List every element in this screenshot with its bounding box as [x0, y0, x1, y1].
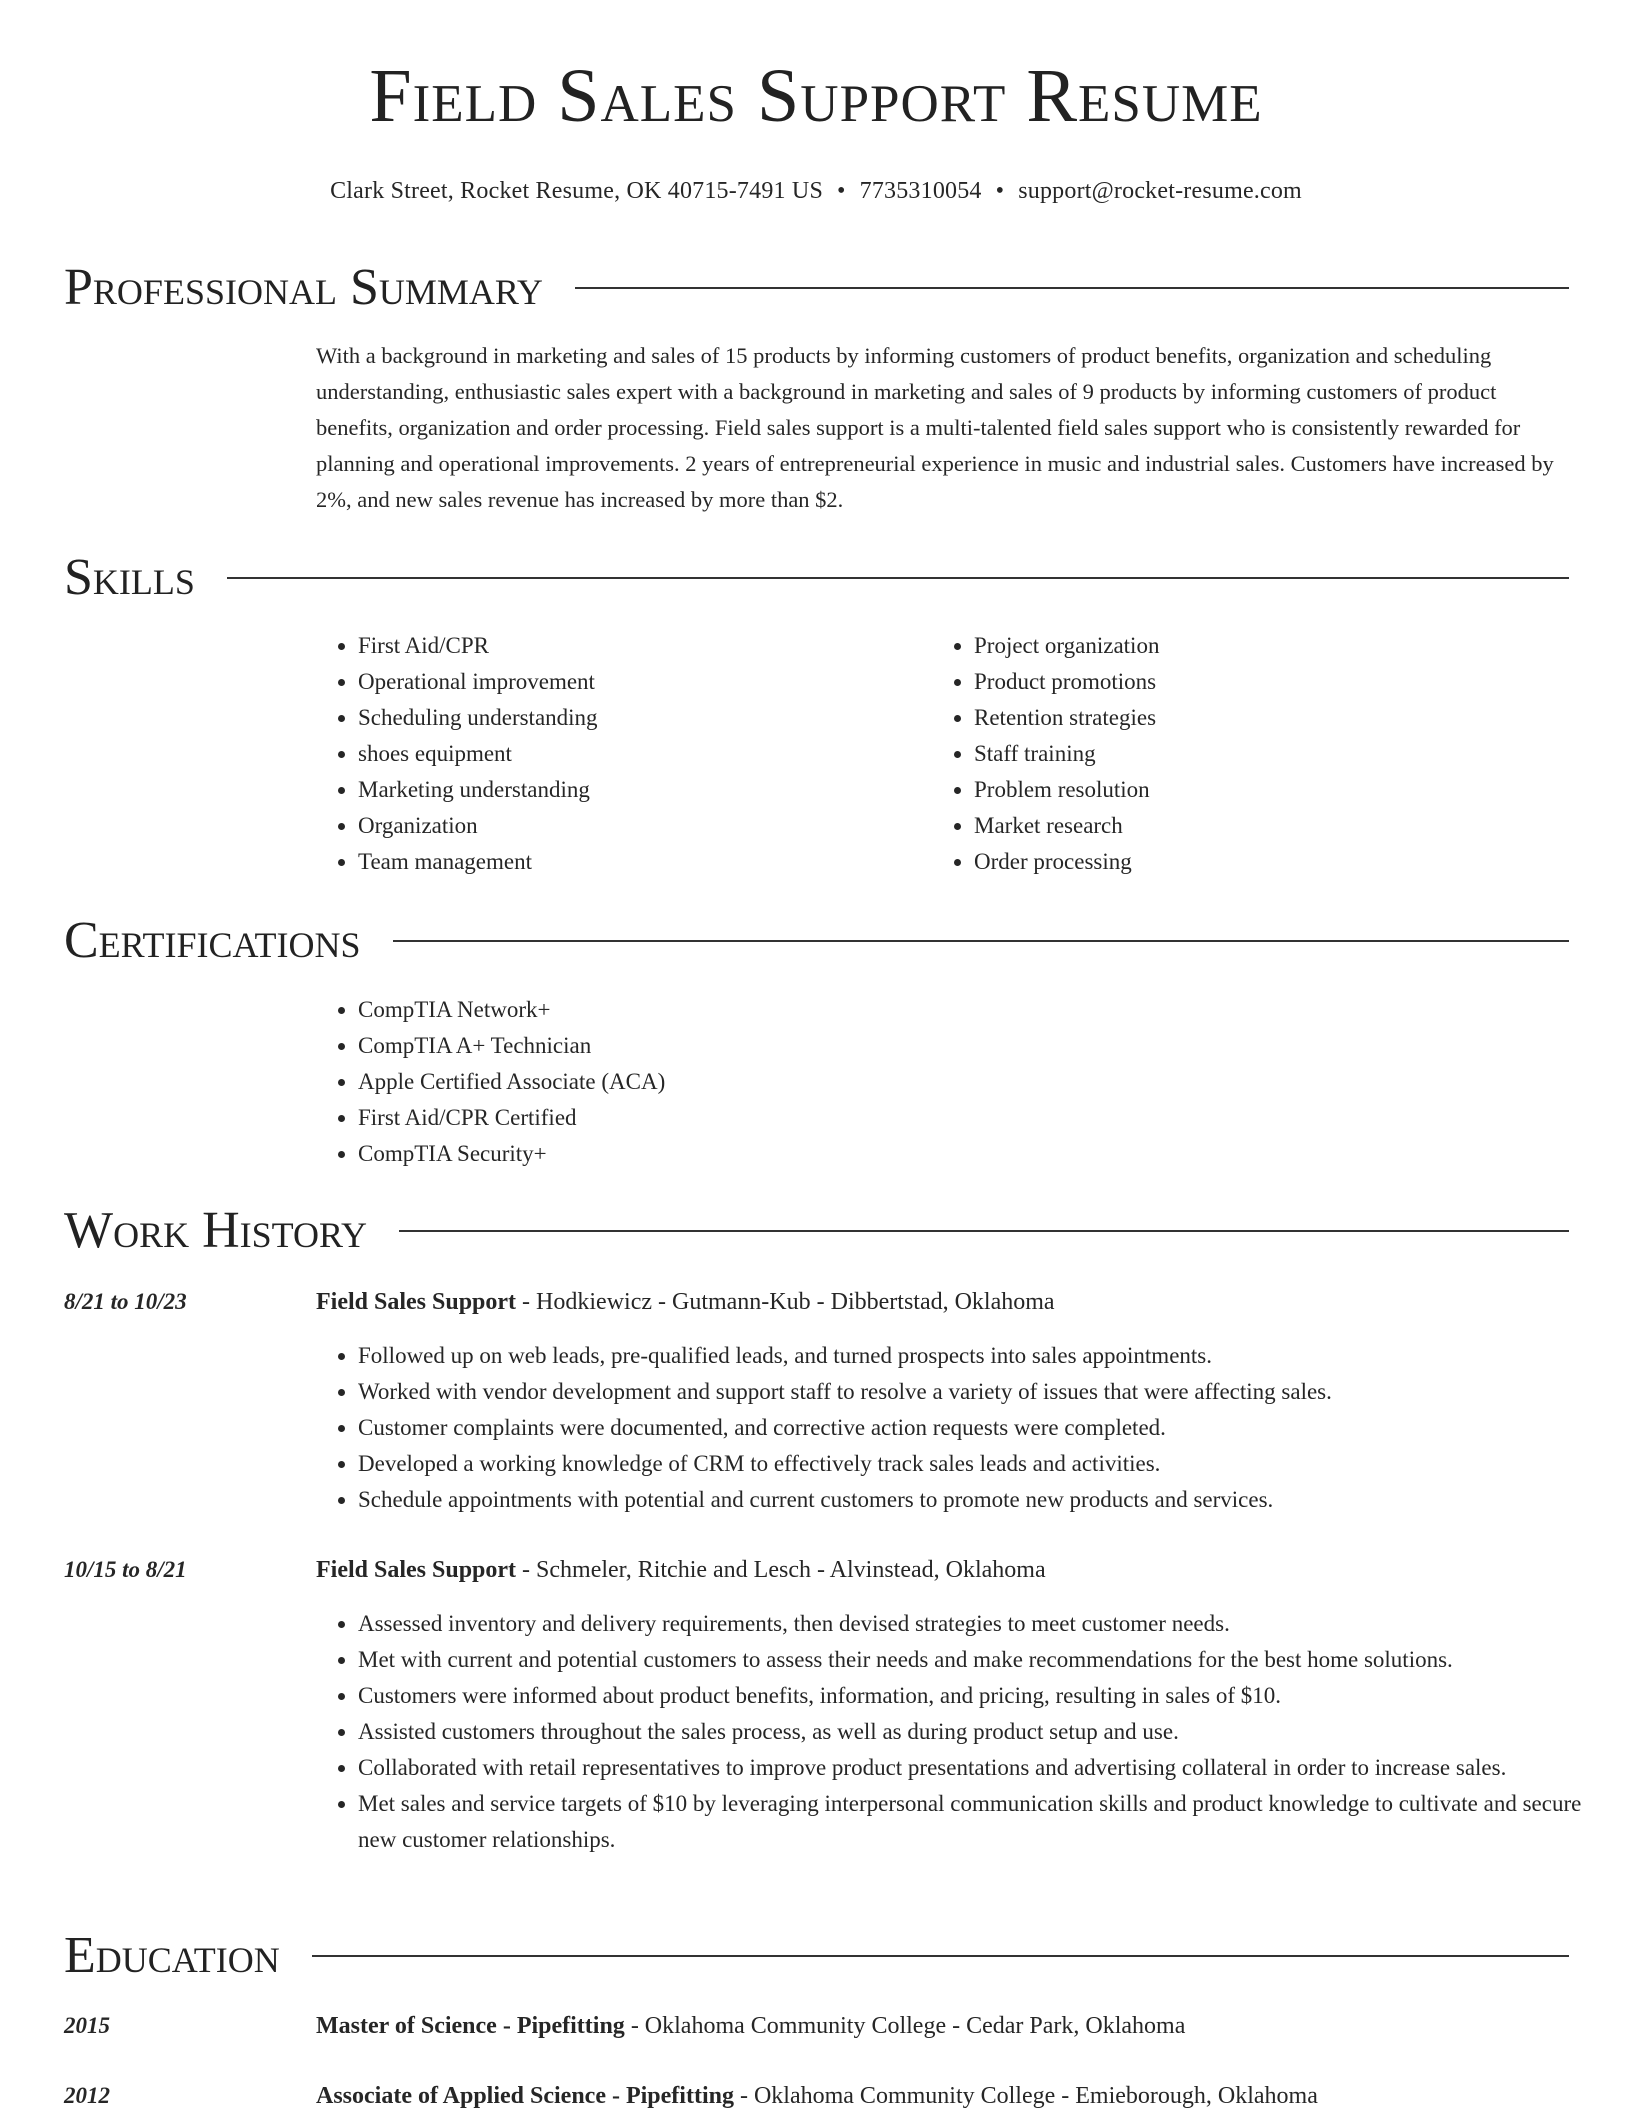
job-title: Field Sales Support — [316, 1557, 517, 1583]
job-details: - Hodkiewicz - Gutmann-Kub - Dibbertstad, Oklahoma — [516, 1289, 1055, 1315]
section-heading: Skills — [64, 549, 195, 606]
contact-email: support@rocket-resume.com — [1018, 178, 1302, 204]
job-bullet: • Met with current and potential customers to assess their needs and make recommendations for the best home solutions. — [358, 1642, 1608, 1678]
skill-item: • Market research — [974, 808, 1534, 844]
skill-item: • Order processing — [974, 844, 1534, 880]
skill-item: • shoes equipment — [358, 736, 918, 772]
education-year: 2015 — [64, 2013, 110, 2038]
job-bullet: • Worked with vendor development and support staff to resolve a variety of issues that were affecting sales. — [358, 1374, 1608, 1410]
section-heading: Work History — [64, 1202, 368, 1259]
job-title-line — [316, 1284, 1055, 1320]
section-certifications-header — [64, 911, 1569, 971]
skill-item: • Team management — [358, 844, 918, 880]
contact-line — [0, 177, 1632, 206]
section-summary-header — [64, 258, 1569, 318]
skill-item: • Problem resolution — [974, 772, 1534, 808]
skill-item: • Staff training — [974, 736, 1534, 772]
summary-text: With a background in marketing and sales of 15 products by informing customers of product benefits, organization and scheduling understanding, enthusiastic sales expert with a background in marketing and sales of 9 products by informing customers of product benefits, organization and order processing. Field sales support is a multi-talented field sales support who is consistently rewarded for planning and operational improvements. 2 years of entrepreneurial experience in music and industrial sales. Customers have increased by 2%, and new sales revenue has increased by more than $2. — [316, 343, 1554, 512]
resume-title: Field Sales Support Resume — [369, 54, 1263, 138]
skill-item: • Retention strategies — [974, 700, 1534, 736]
skill-item: • Scheduling understanding — [358, 700, 918, 736]
job-bullets — [314, 1338, 1608, 1518]
education-degree: Associate of Applied Science - Pipefitting — [316, 2083, 734, 2109]
skill-item: • Product promotions — [974, 664, 1534, 700]
skill-item: • Organization — [358, 808, 918, 844]
certification-item: • CompTIA Network+ — [358, 992, 1558, 1028]
job-bullet: • Schedule appointments with potential and current customers to promote new products and services. — [358, 1482, 1608, 1518]
section-heading: Education — [64, 1927, 280, 1984]
job-dates: 10/15 to 8/21 — [64, 1557, 187, 1582]
job-bullets — [314, 1606, 1608, 1858]
certifications-list — [314, 992, 1558, 1172]
job-bullet: • Customer complaints were documented, and corrective action requests were completed. — [358, 1410, 1608, 1446]
job-bullet: • Collaborated with retail representatives to improve product presentations and advertising collateral in order to increase sales. — [358, 1750, 1608, 1786]
job-details: - Schmeler, Ritchie and Lesch - Alvinstead, Oklahoma — [516, 1557, 1046, 1583]
education-year: 2012 — [64, 2083, 110, 2108]
skill-item: • Operational improvement — [358, 664, 918, 700]
job-title-line — [316, 1552, 1046, 1588]
skill-item: • Marketing understanding — [358, 772, 918, 808]
section-divider — [575, 287, 1569, 289]
job-bullet: • Assessed inventory and delivery requirements, then devised strategies to meet customer needs. — [358, 1606, 1608, 1642]
certification-item: • CompTIA Security+ — [358, 1136, 1558, 1172]
section-heading: Professional Summary — [64, 259, 543, 316]
skills-list-left — [314, 628, 918, 880]
section-work-header — [64, 1201, 1569, 1261]
certification-item: • CompTIA A+ Technician — [358, 1028, 1558, 1064]
section-divider — [312, 1955, 1569, 1957]
job-title: Field Sales Support — [316, 1289, 517, 1315]
contact-separator: • — [837, 178, 846, 204]
section-divider — [393, 940, 1569, 942]
section-heading: Certifications — [64, 912, 361, 969]
contact-address: Clark Street, Rocket Resume, OK 40715-7491 US — [330, 178, 824, 204]
skill-item: • First Aid/CPR — [358, 628, 918, 664]
education-line — [316, 2078, 1318, 2114]
section-divider — [227, 577, 1569, 579]
job-dates: 8/21 to 10/23 — [64, 1289, 187, 1314]
job-bullet: • Followed up on web leads, pre-qualified leads, and turned prospects into sales appointments. — [358, 1338, 1608, 1374]
job-bullet: • Met sales and service targets of $10 by leveraging interpersonal communication skills and product knowledge to cultivate and secure new customer relationships. — [358, 1786, 1608, 1858]
skills-list-right — [930, 628, 1534, 880]
certification-item: • Apple Certified Associate (ACA) — [358, 1064, 1558, 1100]
section-education-header — [64, 1926, 1569, 1986]
job-bullet: • Assisted customers throughout the sales process, as well as during product setup and use. — [358, 1714, 1608, 1750]
job-bullet: • Customers were informed about product benefits, information, and pricing, resulting in sales of $10. — [358, 1678, 1608, 1714]
contact-separator: • — [995, 178, 1005, 204]
certification-item: • First Aid/CPR Certified — [358, 1100, 1558, 1136]
contact-phone: 7735310054 — [859, 178, 982, 204]
education-degree: Master of Science - Pipefitting — [316, 2013, 625, 2039]
section-divider — [399, 1230, 1569, 1232]
education-details: - Oklahoma Community College - Cedar Park, Oklahoma — [624, 2013, 1186, 2039]
education-line — [316, 2008, 1185, 2044]
job-bullet: • Developed a working knowledge of CRM to effectively track sales leads and activities. — [358, 1446, 1608, 1482]
skill-item: • Project organization — [974, 628, 1534, 664]
section-skills-header — [64, 548, 1569, 608]
education-details: - Oklahoma Community College - Emieborough, Oklahoma — [733, 2083, 1318, 2109]
